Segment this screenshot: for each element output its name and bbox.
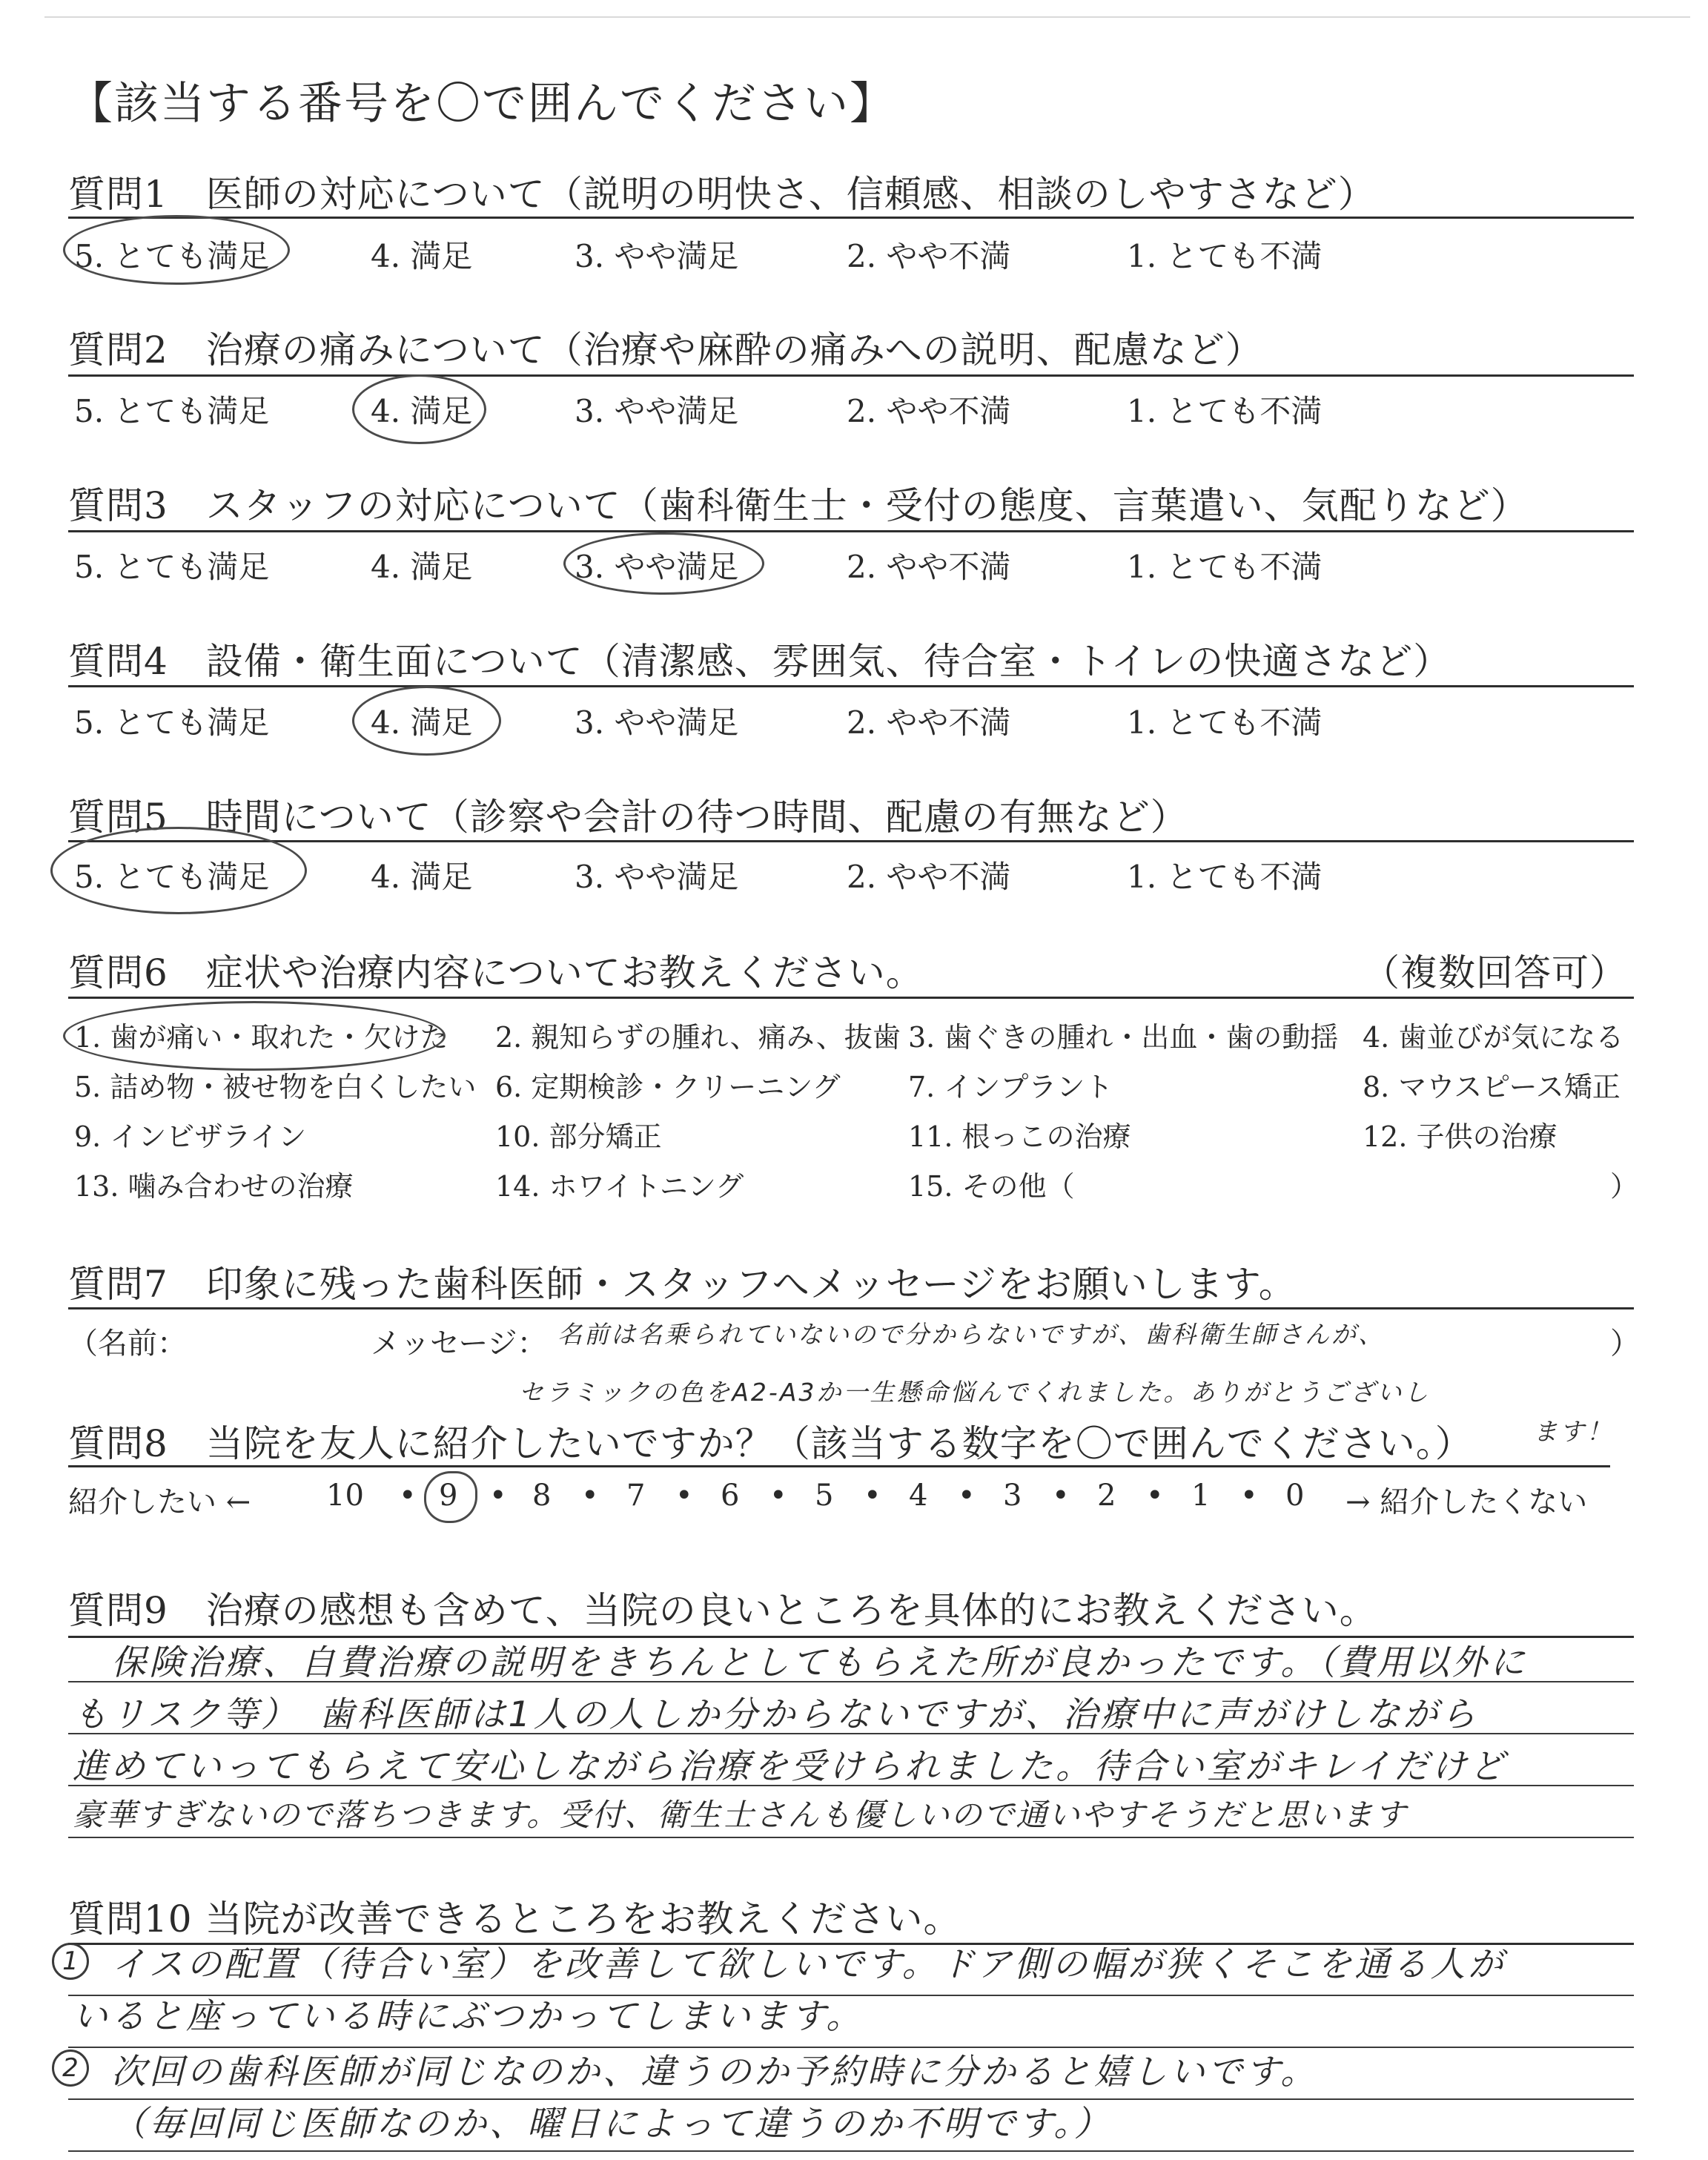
q4-title: 質問4 設備・衛生面について（清潔感、雰囲気、待合室・トイレの快適さなど） — [68, 640, 1452, 683]
q5-selection-circle — [50, 827, 307, 914]
q7-close-paren: ） — [1610, 1327, 1640, 1361]
q2-option-5[interactable]: 5. とても満足 — [74, 393, 270, 429]
q8-scale-10[interactable]: 10 — [326, 1479, 364, 1513]
q4-option-4[interactable]: 4. 満足 — [371, 704, 473, 741]
q6-option-6[interactable]: 6. 定期検診・クリーニング — [495, 1071, 841, 1103]
q9-answer-line-1: 保険治療、自費治療の説明をきちんとしてもらえた所が良かったです。（費用以外に — [111, 1642, 1528, 1683]
q6-option-9[interactable]: 9. インビザライン — [74, 1120, 307, 1153]
q6-option-1[interactable]: 1. 歯が痛い・取れた・欠けた — [74, 1021, 448, 1054]
q8-scale-8[interactable]: 8 — [532, 1479, 552, 1513]
q6-option-13[interactable]: 13. 噛み合わせの治療 — [74, 1170, 354, 1203]
q8-scale-5[interactable]: 5 — [815, 1479, 834, 1513]
q9-answer-line-4: 豪華すぎないので落ちつきます。受付、衛生士さんも優しいので通いやすそうだと思います — [73, 1797, 1408, 1833]
q8-scale-dot: • — [581, 1479, 599, 1513]
q3-selection-circle — [563, 532, 764, 595]
q2-title: 質問2 治療の痛みについて（治療や麻酔の痛みへの説明、配慮など） — [68, 328, 1263, 371]
q8-scale-3[interactable]: 3 — [1003, 1479, 1022, 1513]
q6-option-12[interactable]: 12. 子供の治療 — [1363, 1120, 1558, 1153]
q8-scale-dot: • — [1146, 1479, 1164, 1513]
q5-rule — [68, 840, 1634, 842]
q10-marker-2: 2 — [52, 2050, 89, 2087]
q6-option-10[interactable]: 10. 部分矯正 — [495, 1120, 662, 1153]
q6-multiple-note: （複数回答可） — [1363, 951, 1627, 994]
q6-option-3[interactable]: 3. 歯ぐきの腫れ・出血・歯の動揺 — [908, 1021, 1339, 1054]
q10-answer-line-1: イスの配置（待合い室）を改善して欲しいです。ドア側の幅が狭くそこを通る人が — [111, 1944, 1506, 1985]
q6-option-8[interactable]: 8. マウスピース矯正 — [1363, 1071, 1621, 1103]
q6-option-14[interactable]: 14. ホワイトニング — [495, 1170, 744, 1203]
q8-scale-dot: • — [675, 1479, 693, 1513]
q5-title: 質問5 時間について（診察や会計の待つ時間、配慮の有無など） — [68, 796, 1188, 839]
q1-option-2[interactable]: 2. やや不満 — [847, 238, 1011, 274]
q8-scale-2[interactable]: 2 — [1097, 1479, 1116, 1513]
q6-option-4[interactable]: 4. 歯並びが気になる — [1363, 1021, 1624, 1054]
q4-option-5[interactable]: 5. とても満足 — [74, 704, 270, 741]
q8-left-label: 紹介したい ← — [68, 1485, 251, 1519]
q5-option-1[interactable]: 1. とても不満 — [1127, 859, 1323, 895]
q10-answer-line-4: （毎回同じ医師なのか、曜日によって違うのか不明です。） — [111, 2104, 1112, 2144]
q7-name-label: （名前： — [68, 1327, 187, 1361]
q3-option-1[interactable]: 1. とても不満 — [1127, 549, 1323, 585]
q2-option-2[interactable]: 2. やや不満 — [847, 393, 1011, 429]
q1-option-4[interactable]: 4. 満足 — [371, 238, 473, 274]
q1-option-3[interactable]: 3. やや満足 — [575, 238, 739, 274]
q8-scale-dot: • — [489, 1479, 507, 1513]
q3-option-4[interactable]: 4. 満足 — [371, 549, 473, 585]
q6-option-15[interactable]: 15. その他（ — [908, 1170, 1075, 1203]
q8-scale-dot: • — [1240, 1479, 1258, 1513]
q9-answer-line — [68, 1837, 1634, 1838]
q8-scale-dot: • — [1052, 1479, 1070, 1513]
q7-message-line-3: ます！ — [1533, 1417, 1613, 1446]
q2-option-3[interactable]: 3. やや満足 — [575, 393, 739, 429]
q7-message-line-1: 名前は名乗られていないので分からないですが、歯科衛生師さんが、 — [557, 1320, 1385, 1349]
q6-selection-circle — [63, 1001, 446, 1071]
q8-scale-dot: • — [399, 1479, 417, 1513]
q3-option-2[interactable]: 2. やや不満 — [847, 549, 1011, 585]
top-border — [44, 16, 1690, 18]
q5-option-2[interactable]: 2. やや不満 — [847, 859, 1011, 895]
q3-option-5[interactable]: 5. とても満足 — [74, 549, 270, 585]
q3-rule — [68, 530, 1634, 532]
q4-selection-circle — [352, 686, 501, 756]
q1-rule — [68, 217, 1634, 219]
q9-title: 質問9 治療の感想も含めて、当院の良いところを具体的にお教えください。 — [68, 1589, 1377, 1632]
q2-option-4[interactable]: 4. 満足 — [371, 393, 473, 429]
q3-title: 質問3 スタッフの対応について（歯科衛生士・受付の態度、言葉遣い、気配りなど） — [68, 484, 1529, 527]
q2-option-1[interactable]: 1. とても不満 — [1127, 393, 1323, 429]
q7-title: 質問7 印象に残った歯科医師・スタッフへメッセージをお願いします。 — [68, 1263, 1297, 1306]
q4-rule — [68, 685, 1634, 687]
q6-rule — [68, 997, 1634, 999]
q8-scale-4[interactable]: 4 — [909, 1479, 928, 1513]
q8-title: 質問8 当院を友人に紹介したいですか？（該当する数字を〇で囲んでください。） — [68, 1422, 1473, 1465]
q6-option-5[interactable]: 5. 詰め物・被せ物を白くしたい — [74, 1071, 477, 1103]
q10-answer-line-3: 次回の歯科医師が同じなのか、違うのか予約時に分かると嬉しいです。 — [111, 2052, 1319, 2093]
q8-scale-6[interactable]: 6 — [721, 1479, 740, 1513]
q8-scale-1[interactable]: 1 — [1191, 1479, 1211, 1513]
q9-answer-line-2: もリスク等） 歯科医師は1人の人しか分からないですが、治療中に声がけしながら — [73, 1694, 1479, 1735]
q10-title: 質問10 当院が改善できるところをお教えください。 — [68, 1898, 961, 1941]
q1-option-1[interactable]: 1. とても不満 — [1127, 238, 1323, 274]
q8-rule — [68, 1465, 1610, 1467]
q6-option-7[interactable]: 7. インプラント — [908, 1071, 1113, 1103]
q5-option-3[interactable]: 3. やや満足 — [575, 859, 739, 895]
q3-option-3[interactable]: 3. やや満足 — [575, 549, 739, 585]
q2-rule — [68, 374, 1634, 377]
q8-scale-dot: • — [958, 1479, 976, 1513]
q1-selection-circle — [63, 215, 290, 285]
q8-scale-dot: • — [769, 1479, 787, 1513]
q8-scale-7[interactable]: 7 — [626, 1479, 646, 1513]
q9-answer-line-3: 進めていってもらえて安心しながら治療を受けられました。待合い室がキレイだけど — [73, 1746, 1508, 1787]
q4-option-1[interactable]: 1. とても不満 — [1127, 704, 1323, 741]
q7-message-label: メッセージ： — [371, 1327, 547, 1361]
q10-answer-line — [68, 2150, 1634, 2152]
q5-option-5[interactable]: 5. とても満足 — [74, 859, 270, 895]
page-heading: 【該当する番号を〇で囲んでください】 — [68, 78, 896, 130]
q10-marker-1: 1 — [52, 1943, 89, 1980]
q4-option-3[interactable]: 3. やや満足 — [575, 704, 739, 741]
q6-title: 質問6 症状や治療内容についてお教えください。 — [68, 951, 924, 994]
q1-option-5[interactable]: 5. とても満足 — [74, 238, 270, 274]
q10-answer-line-2: いると座っている時にぶつかってしまいます。 — [73, 1996, 864, 2037]
q6-option-2[interactable]: 2. 親知らずの腫れ、痛み、抜歯 — [495, 1021, 901, 1054]
q6-other-close-paren: ） — [1610, 1170, 1639, 1203]
q4-option-2[interactable]: 2. やや不満 — [847, 704, 1011, 741]
q7-rule — [68, 1307, 1634, 1309]
q5-option-4[interactable]: 4. 満足 — [371, 859, 473, 895]
q8-scale-0[interactable]: 0 — [1285, 1479, 1305, 1513]
q8-selection-circle — [424, 1471, 477, 1523]
q8-scale-dot: • — [864, 1479, 881, 1513]
q7-message-line-2: セラミックの色をA2-A3か一生懸命悩んでくれました。ありがとうございし — [519, 1378, 1431, 1407]
q2-selection-circle — [352, 374, 486, 444]
q6-option-11[interactable]: 11. 根っこの治療 — [908, 1120, 1131, 1153]
q8-scale-9[interactable]: 9 — [439, 1479, 458, 1513]
q1-title: 質問1 医師の対応について（説明の明快さ、信頼感、相談のしやすさなど） — [68, 173, 1376, 216]
q8-right-label: → 紹介したくない — [1345, 1485, 1588, 1519]
